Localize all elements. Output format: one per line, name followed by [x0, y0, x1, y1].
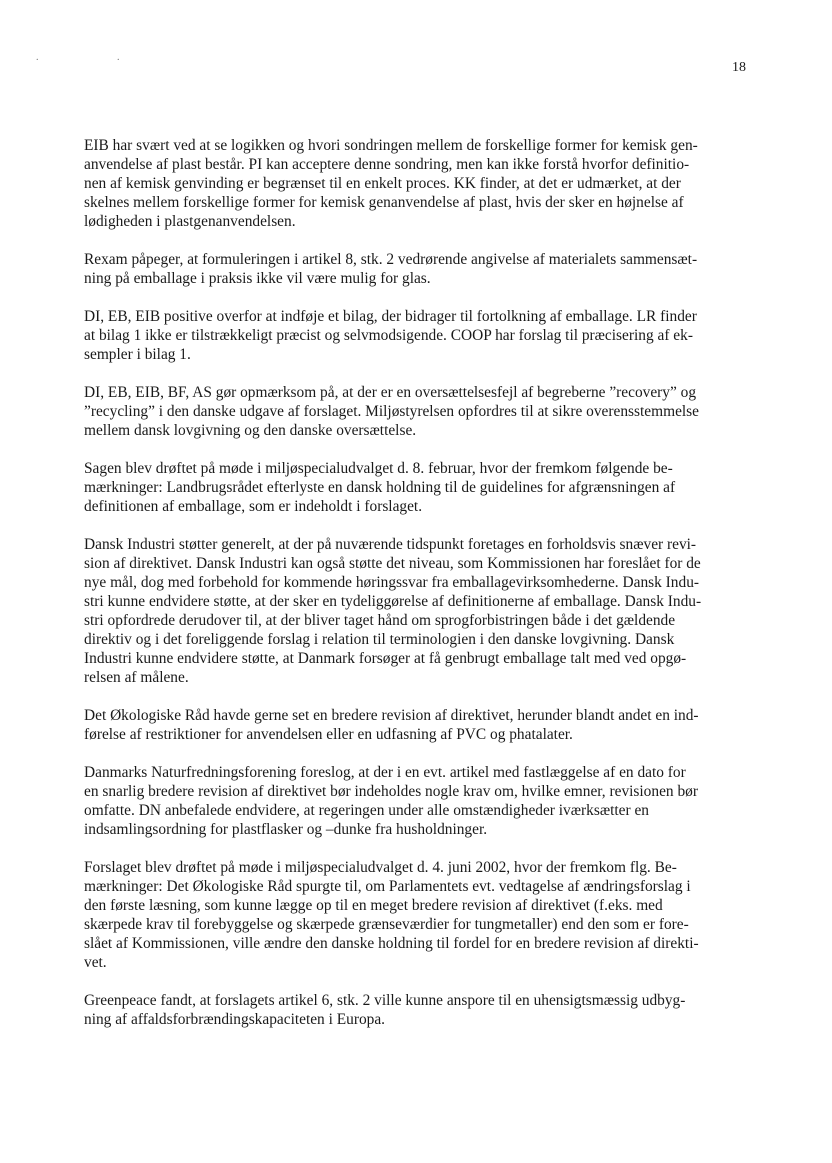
- text-line: skærpede krav til forebyggelse og skærpede grænseværdier for tungmetaller) end den som er fore-: [84, 916, 689, 933]
- text-line: sion af direktivet. Dansk Industri kan også støtte det niveau, som Kommissionen har foreslået for de: [84, 555, 701, 572]
- scan-specks: . .: [36, 52, 158, 63]
- text-line: ning af affaldsforbrændingskapaciteten i Europa.: [84, 1011, 386, 1028]
- text-line: nen af kemisk genvinding er begrænset til en enkelt proces. KK finder, at det er udmærket, at der: [84, 175, 681, 192]
- text-line: ning på emballage i praksis ikke vil være mulig for glas.: [84, 270, 431, 287]
- paragraph: [84, 858, 748, 972]
- paragraph: [84, 459, 748, 516]
- text-line: slået af Kommissionen, ville ændre den danske holdning til fordel for en bredere revision af direkti-: [84, 935, 699, 952]
- paragraph: [84, 763, 748, 839]
- text-line: EIB har svært ved at se logikken og hvori sondringen mellem de forskellige former for kemisk gen-: [84, 137, 698, 154]
- text-line: vet.: [84, 954, 107, 971]
- text-line: Industri kunne endvidere støtte, at Danmark forsøger at få genbrugt emballage talt med ved opgø-: [84, 650, 687, 667]
- text-line: Greenpeace fandt, at forslagets artikel 6, stk. 2 ville kunne anspore til en uhensigtsmæssig udbyg-: [84, 992, 686, 1009]
- text-line: DI, EB, EIB, BF, AS gør opmærksom på, at der er en oversættelsesfejl af begreberne ”recovery” og: [84, 384, 697, 401]
- paragraph: [84, 991, 748, 1029]
- text-line: Sagen blev drøftet på møde i miljøspecialudvalget d. 8. februar, hvor der fremkom følgende be-: [84, 460, 673, 477]
- text-line: omfatte. DN anbefalede endvidere, at regeringen under alle omstændigheder iværksætter en: [84, 802, 649, 819]
- paragraph: [84, 383, 748, 440]
- text-line: DI, EB, EIB positive overfor at indføje et bilag, der bidrager til fortolkning af emballage. LR finder: [84, 308, 697, 325]
- paragraph: [84, 136, 748, 231]
- text-line: Forslaget blev drøftet på møde i miljøspecialudvalget d. 4. juni 2002, hvor der fremkom flg. Be-: [84, 859, 677, 876]
- text-line: indsamlingsordning for plastflasker og –dunke fra husholdninger.: [84, 821, 488, 838]
- text-line: ”recycling” i den danske udgave af forslaget. Miljøstyrelsen opfordres til at sikre overensstemmelse: [84, 403, 699, 420]
- text-line: relsen af målene.: [84, 669, 189, 686]
- text-line: Dansk Industri støtter generelt, at der på nuværende tidspunkt foretages en forholdsvis snæver revi-: [84, 536, 697, 553]
- paragraph: [84, 706, 748, 744]
- text-line: førelse af restriktioner for anvendelsen eller en udfasning af PVC og phatalater.: [84, 726, 573, 743]
- text-line: nye mål, dog med forbehold for kommende høringssvar fra emballagevirksomhederne. Dansk Indu-: [84, 574, 700, 591]
- text-line: mærkninger: Landbrugsrådet efterlyste en dansk holdning til de guidelines for afgrænsningen af: [84, 479, 676, 496]
- paragraph: [84, 250, 748, 288]
- text-line: stri kunne endvidere støtte, at der sker en tydeliggørelse af definitionerne af emballage. Dansk Indu-: [84, 593, 702, 610]
- text-line: skelnes mellem forskellige former for kemisk genanvendelse af plast, hvis der sker en højnelse af: [84, 194, 684, 211]
- text-line: lødigheden i plastgenanvendelsen.: [84, 213, 296, 230]
- text-line: en snarlig bredere revision af direktivet bør indeholdes nogle krav om, hvilke emner, revisionen bør: [84, 783, 698, 800]
- text-line: Danmarks Naturfredningsforening foreslog, at der i en evt. artikel med fastlæggelse af en dato for: [84, 764, 686, 781]
- page-number: 18: [732, 60, 746, 75]
- text-line: den første læsning, som kunne lægge op til en meget bredere revision af direktivet (f.eks. med: [84, 897, 663, 914]
- text-line: at bilag 1 ikke er tilstrækkeligt præcist og selvmodsigende. COOP har forslag til præcisering af ek-: [84, 327, 693, 344]
- text-line: stri opfordrede derudover til, at der bliver taget hånd om sprogforbistringen både i det gældende: [84, 612, 676, 629]
- text-line: Rexam påpeger, at formuleringen i artikel 8, stk. 2 vedrørende angivelse af materialets sammensæt-: [84, 251, 698, 268]
- text-line: sempler i bilag 1.: [84, 346, 191, 363]
- text-line: anvendelse af plast består. PI kan acceptere denne sondring, men kan ikke forstå hvorfor definitio-: [84, 156, 690, 173]
- text-line: mærkninger: Det Økologiske Råd spurgte til, om Parlamentets evt. vedtagelse af ændringsforslag i: [84, 878, 691, 895]
- paragraph: [84, 535, 748, 687]
- text-line: Det Økologiske Råd havde gerne set en bredere revision af direktivet, herunder blandt andet en ind-: [84, 707, 699, 724]
- text-line: definitionen af emballage, som er indeholdt i forslaget.: [84, 498, 423, 515]
- text-line: mellem dansk lovgivning og den danske oversættelse.: [84, 422, 417, 439]
- text-line: direktiv og i det foreliggende forslag i relation til terminologien i den danske lovgivning. Dansk: [84, 631, 675, 648]
- paragraph: [84, 307, 748, 364]
- document-body: [84, 136, 748, 1048]
